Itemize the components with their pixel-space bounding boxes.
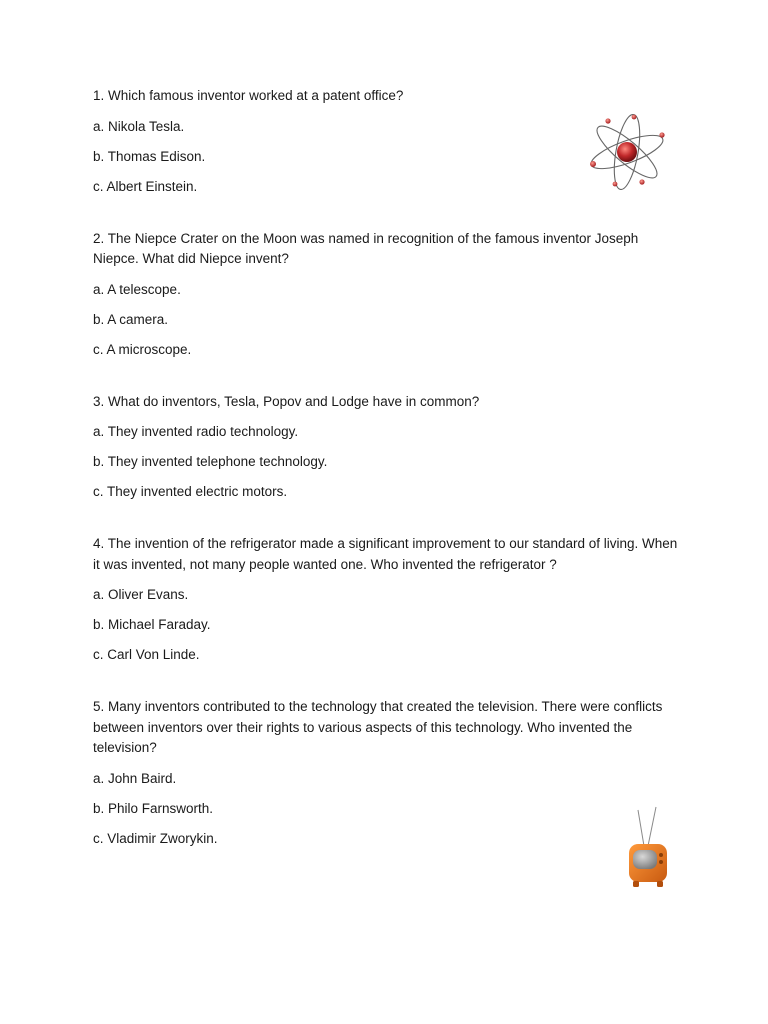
answer-option: a. They invented radio technology. xyxy=(93,424,299,439)
quiz-document xyxy=(93,86,683,881)
question-text: 5. Many inventors contributed to the technology that created the television. There were conflicts between inventors over their rights to various aspects of this technology. Who invented the television? xyxy=(93,699,663,755)
answer-option: a. John Baird. xyxy=(93,770,177,786)
answer-option: a. A telescope. xyxy=(93,281,181,297)
answer-option: c. Albert Einstein. xyxy=(93,178,198,194)
question-block-5 xyxy=(93,697,683,849)
question-block-4 xyxy=(93,534,683,665)
television-icon xyxy=(622,806,672,890)
question-block-3 xyxy=(93,392,683,503)
answer-option: c. Vladimir Zworykin. xyxy=(93,830,218,846)
answer-option: c. They invented electric motors. xyxy=(93,484,288,499)
question-text: 1. Which famous inventor worked at a patent office? xyxy=(93,88,404,103)
answer-option: b. Philo Farnsworth. xyxy=(93,800,214,816)
atom-icon xyxy=(585,114,669,190)
answer-option: c. Carl Von Linde. xyxy=(93,647,200,662)
question-text: 3. What do inventors, Tesla, Popov and Lodge have in common? xyxy=(93,393,480,409)
question-text: 4. The invention of the refrigerator made a significant improvement to our standard of living. When it was invented, not many people wanted one. Who invented the refrigerator ? xyxy=(93,536,678,572)
answer-option: b. Michael Faraday. xyxy=(93,617,211,632)
answer-option: b. A camera. xyxy=(93,311,169,327)
question-text: 2. The Niepce Crater on the Moon was named in recognition of the famous inventor Joseph Niepce. What did Niepce invent? xyxy=(93,230,639,266)
answer-option: b. They invented telephone technology. xyxy=(93,454,328,469)
answer-option: b. Thomas Edison. xyxy=(93,148,206,164)
answer-option: c. A microscope. xyxy=(93,341,192,357)
answer-option: a. Nikola Tesla. xyxy=(93,118,185,134)
answer-option: a. Oliver Evans. xyxy=(93,587,189,602)
question-block-2 xyxy=(93,229,683,360)
